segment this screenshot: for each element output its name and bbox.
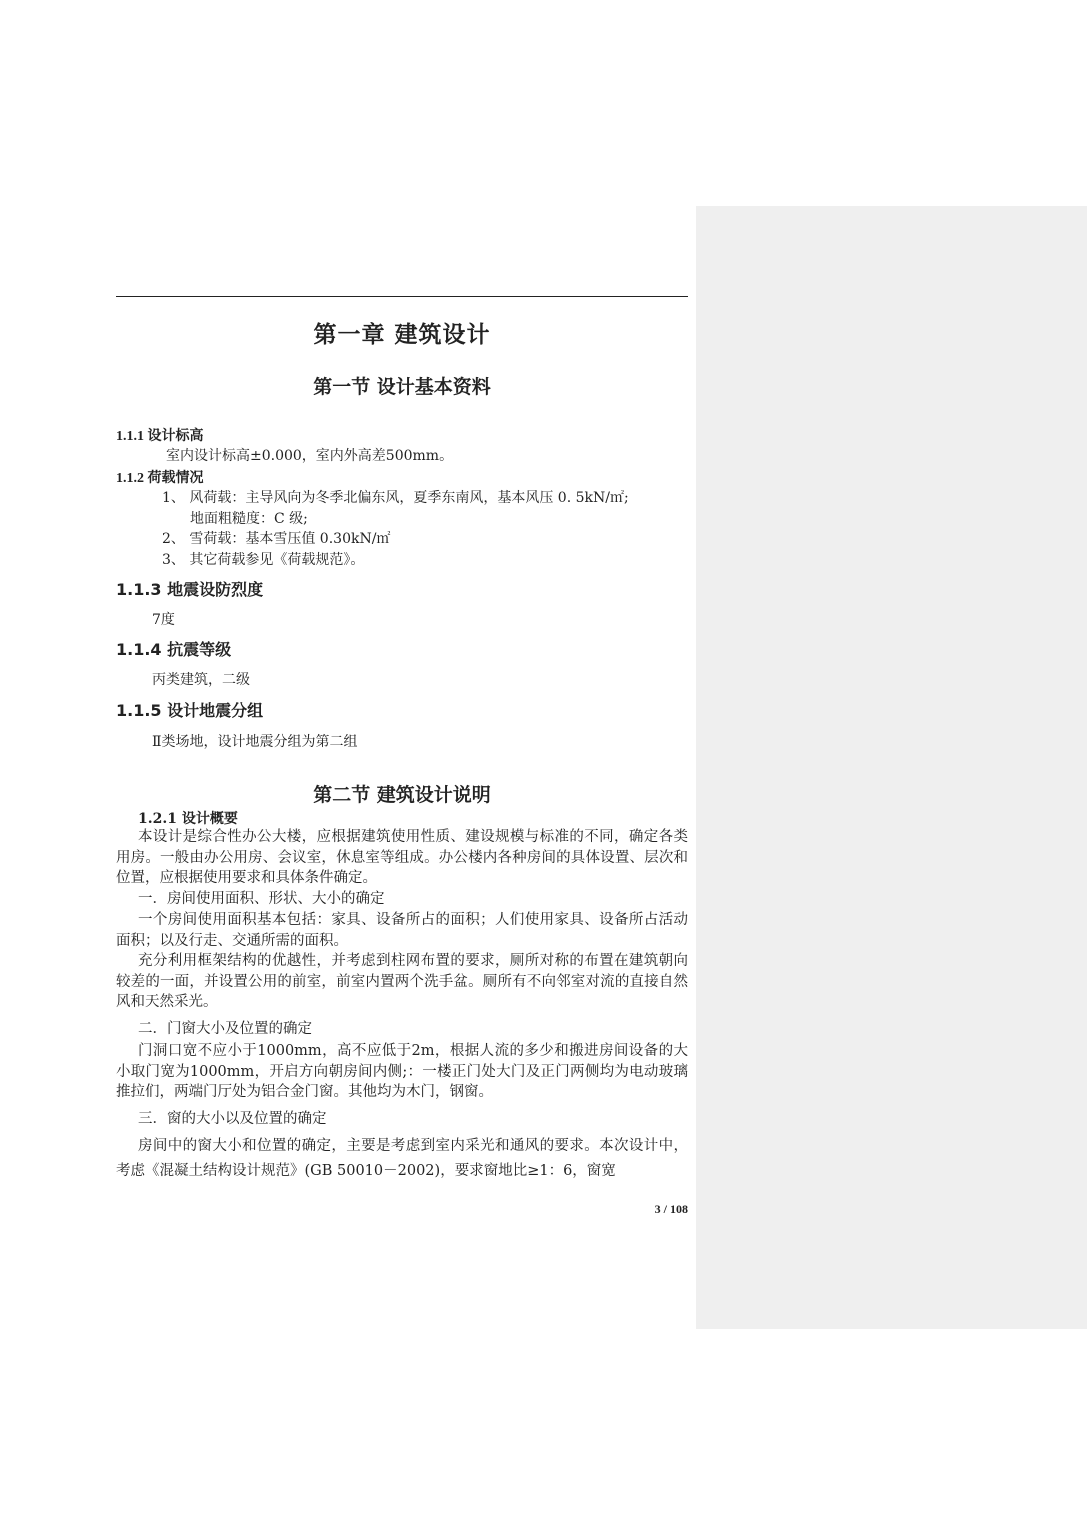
text-1-1-3: 7度	[152, 612, 175, 628]
section-1-title: 第一节 设计基本资料	[313, 376, 491, 398]
heading-1-2-1: 1.2.1 设计概要	[138, 811, 238, 827]
chapter-title: 第一章 建筑设计	[313, 322, 491, 348]
text-1-1-4: 丙类建筑，二级	[152, 672, 250, 688]
heading-1-1-5: 1.1.5 设计地震分组	[116, 701, 264, 720]
header-rule	[116, 296, 688, 297]
page-number: 3 / 108	[654, 1202, 688, 1216]
section-2-title: 第二节 建筑设计说明	[313, 784, 491, 806]
subheading-room-size: 一．房间使用面积、形状、大小的确定	[138, 891, 385, 907]
subheading-doors: 二．门窗大小及位置的确定	[138, 1021, 312, 1037]
paragraph-overview: 本设计是综合性办公大楼，应根据建筑使用性质、建设规模与标准的不同，确定各类用房。一般由办公用房、会议室，休息室等组成。办公楼内各种房间的具体设置、层次和位置，应根据使用要求和具体条件确定。	[116, 829, 688, 886]
text-1-1-5: Ⅱ类场地，设计地震分组为第二组	[152, 734, 358, 750]
paragraph-framework: 充分利用框架结构的优越性，并考虑到柱网布置的要求，厕所对称的布置在建筑朝向较差的一面，并设置公用的前室，前室内置两个洗手盆。厕所有不向邻室对流的直接自然风和天然采光。	[116, 953, 688, 1010]
load-item-1-cont: 地面粗糙度：C 级;	[190, 511, 308, 527]
subheading-windows: 三．窗的大小以及位置的确定	[138, 1111, 327, 1127]
heading-1-1-1: 1.1.1 设计标高	[116, 429, 204, 444]
heading-1-1-3: 1.1.3 地震设防烈度	[116, 580, 264, 599]
heading-1-1-4: 1.1.4 抗震等级	[116, 640, 232, 659]
heading-1-1-2: 1.1.2 荷载情况	[116, 471, 204, 486]
paragraph-windows: 房间中的窗大小和位置的确定，主要是考虑到室内采光和通风的要求。本次设计中，考虑《混凝土结构设计规范》(GB 50010－2002)，要求窗地比≥1：6，窗宽	[116, 1138, 688, 1179]
load-item-1: 1、 风荷载：主导风向为冬季北偏东风，夏季东南风，基本风压 0. 5kN/㎡;	[162, 490, 629, 506]
comment-pane	[696, 206, 1087, 1329]
paragraph-doors: 门洞口宽不应小于1000mm，高不应低于2m，根据人流的多少和搬进房间设备的大小取门宽为1000mm，开启方向朝房间内侧;：一楼正门处大门及正门两侧均为电动玻璃推拉们，两端门厅处为铝合金门窗。其他均为木门，钢窗。	[116, 1043, 688, 1100]
load-item-2: 2、 雪荷载：基本雪压值 0.30kN/㎡	[162, 531, 391, 547]
text-1-1-1: 室内设计标高±0.000，室内外高差500mm。	[166, 448, 454, 464]
load-item-3: 3、 其它荷载参见《荷载规范》。	[162, 552, 365, 568]
paragraph-room-area: 一个房间使用面积基本包括：家具、设备所占的面积；人们使用家具、设备所占活动面积；以及行走、交通所需的面积。	[116, 912, 688, 949]
